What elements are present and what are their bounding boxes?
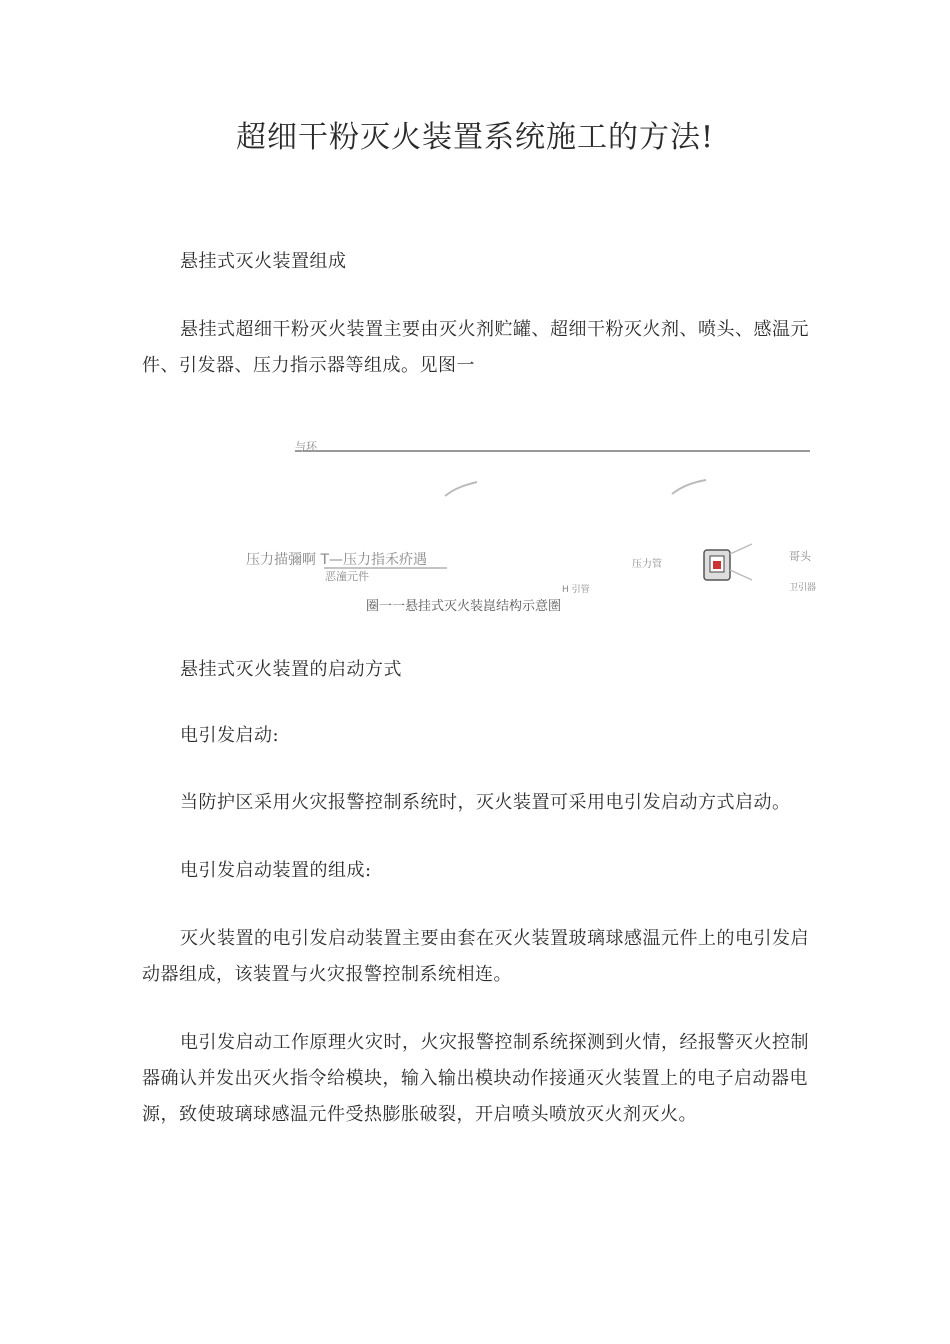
label-nozzle: 哥头 [789, 550, 811, 563]
label-bottom-tube: H 引管 [562, 585, 590, 595]
label-trigger: 卫引器 [789, 583, 817, 593]
section-heading-composition: 悬挂式灭火装置组成 [180, 251, 347, 272]
section-heading-electric: 电引发启动: [180, 725, 280, 746]
figure-suspended-device [0, 430, 950, 620]
document-title: 超细干粉灭火装置系统施工的方法! [235, 120, 715, 155]
paragraph-electric-components: 灭火装置的电引发启动装置主要由套在灭火装置玻璃球感温元件上的电引发启动器组成，该装置与火灾报警控制系统相连。 [142, 928, 809, 985]
paragraph-electric-mode: 当防护区采用火灾报警控制系统时，灭火装置可采用电引发启动方式启动。 [180, 792, 791, 813]
paragraph-working-principle: 电引发启动工作原理火灾时，火灾报警控制系统探测到火情，经报警灭火控制器确认并发出灭火指令给模块，输入输出模块动作接通灭火装置上的电子启动器电源，致使玻璃球感温元件受热膨胀破裂，开启喷头喷放灭火剂灭火。 [142, 1032, 809, 1125]
label-pressure-tube: 压力管 [632, 559, 662, 570]
label-pressure-indicator: 压力描彌啊 T—压力指禾疥遇 [246, 552, 428, 568]
label-ring: 与环 [295, 440, 317, 453]
figure-caption: 圈一一悬挂式灭火装崑结构示意圏 [366, 599, 562, 614]
nozzle-device-icon [704, 544, 752, 580]
left-pipe-stroke [445, 482, 477, 496]
right-pipe-stroke [672, 480, 706, 494]
section-heading-startup: 悬挂式灭火装置的启动方式 [180, 659, 402, 680]
paragraph-composition: 悬挂式超细干粉灭火装置主要由灭火剂贮罐、超细干粉灭火剂、喷头、感温元件、引发器、压力指示器等组成。见图一 [142, 319, 809, 376]
section-heading-electric-components: 电引发启动装置的组成: [180, 860, 372, 881]
label-sensor-element: 恶潼元件 [325, 570, 369, 583]
